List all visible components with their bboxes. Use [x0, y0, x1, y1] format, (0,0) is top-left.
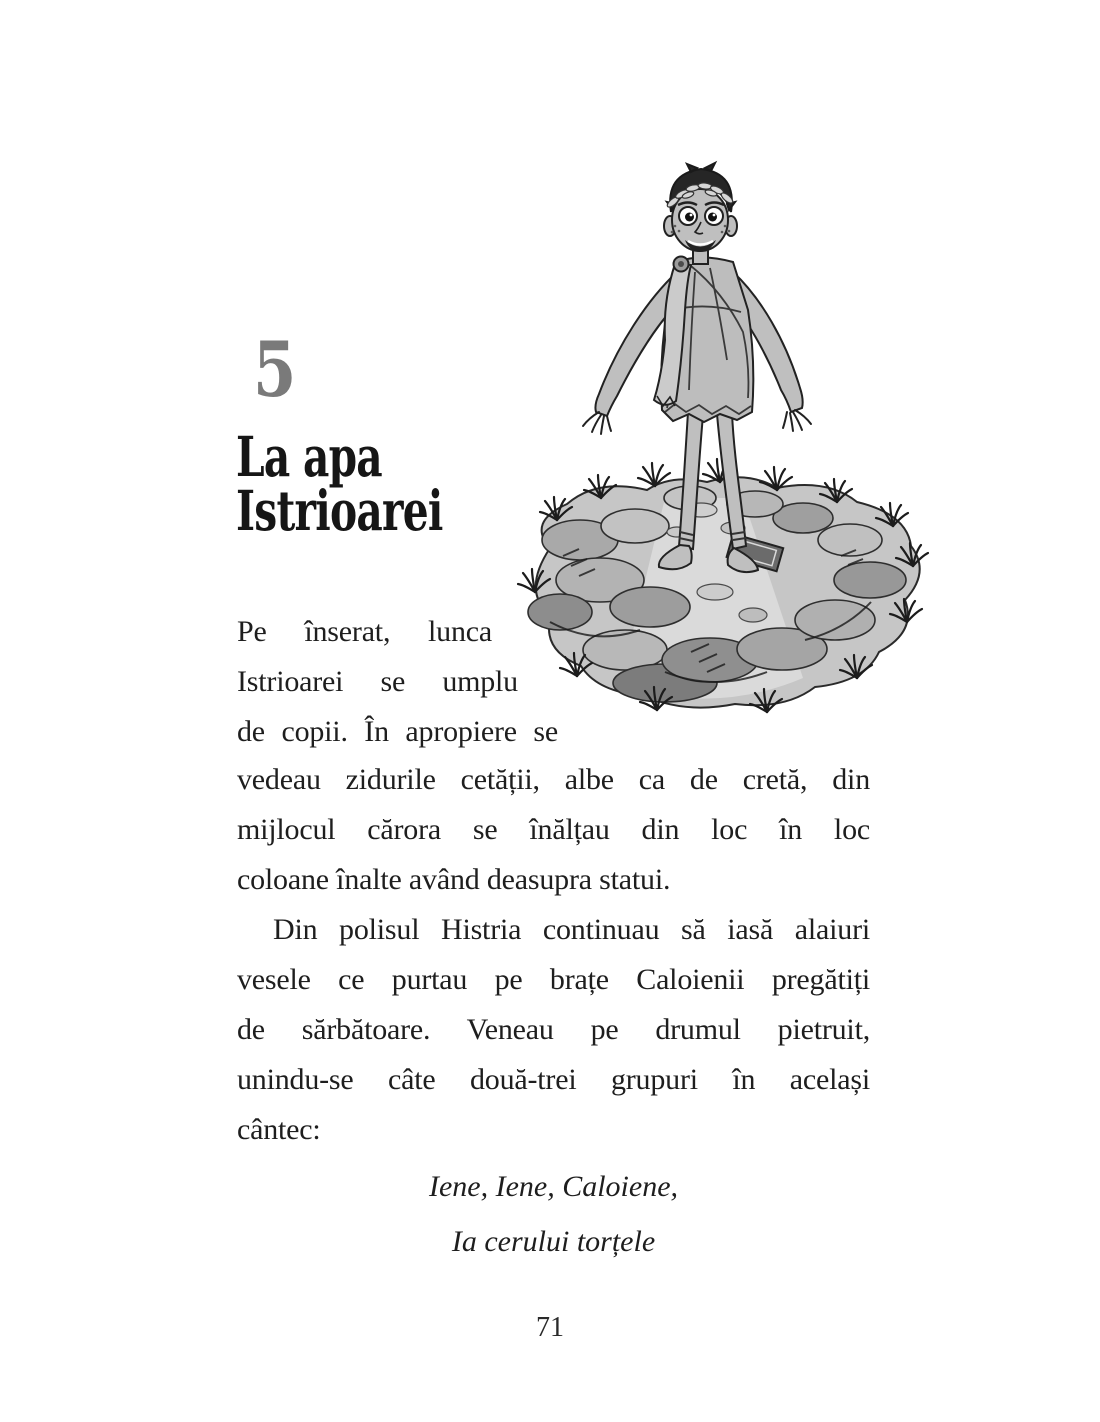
page-number: 71: [536, 1312, 564, 1343]
body-text-line: unindu-se câte două-trei grupuri în același: [237, 1063, 870, 1096]
verse-line: Iene, Iene, Caloiene,: [428, 1170, 679, 1203]
chapter-number: 5: [253, 325, 297, 414]
body-text-line: Din polisul Histria continuau să iasă alaiuri: [273, 913, 870, 946]
body-text-line: mijlocul cărora se înălțau din loc în loc: [237, 813, 870, 846]
chapter-title-line1: La apa: [236, 424, 382, 489]
body-text-line: de sărbătoare. Veneau pe drumul pietruit,: [237, 1013, 870, 1046]
chapter-title-line2: Istrioarei: [236, 478, 443, 543]
boy-on-rocks-illustration: [505, 160, 935, 720]
body-text-line: Istrioarei se umplu: [237, 665, 518, 698]
body-text-line: Pe înserat, lunca: [237, 615, 492, 648]
body-text-line: vedeau zidurile cetății, albe ca de cretă, din: [237, 763, 870, 796]
verse-line: Ia cerului torțele: [451, 1225, 656, 1258]
chapter-title: [236, 424, 443, 543]
body-text-line: vesele ce purtau pe brațe Caloienii pregătiți: [237, 963, 870, 996]
body-text-line: coloane înalte având deasupra statui.: [237, 863, 671, 896]
body-text-line: de copii. În apropiere se: [237, 715, 558, 748]
body-text-line: cântec:: [237, 1113, 321, 1146]
